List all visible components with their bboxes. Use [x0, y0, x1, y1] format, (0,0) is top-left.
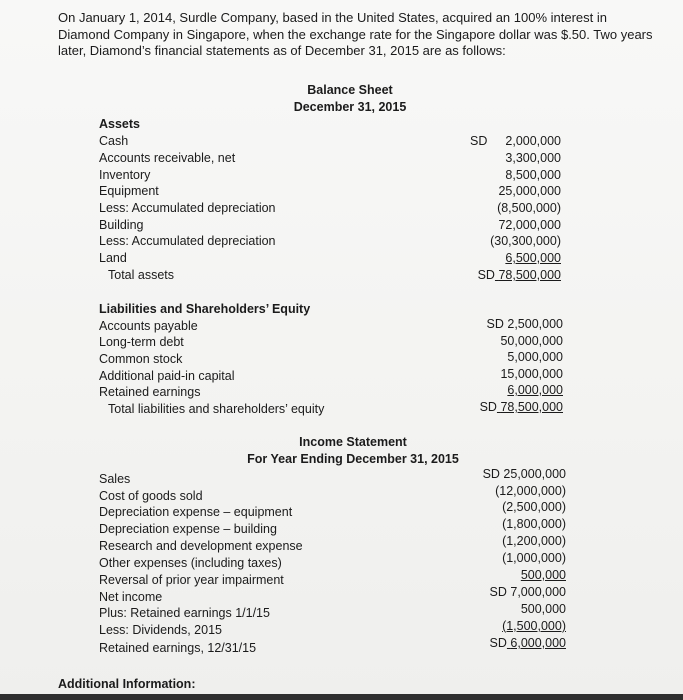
- liability-value: 15,000,000: [500, 367, 563, 381]
- income-label: Research and development expense: [99, 539, 303, 553]
- income-label: Depreciation expense – building: [99, 522, 277, 536]
- total-liabilities-label: Total liabilities and shareholders’ equity: [108, 402, 325, 416]
- income-label: Cost of goods sold: [99, 489, 203, 503]
- income-statement-period: For Year Ending December 31, 2015: [247, 452, 459, 466]
- total-assets-prefix: SD: [477, 268, 495, 282]
- liability-value: SD 2,500,000: [486, 317, 563, 331]
- retained-earnings-final-prefix: SD: [489, 636, 507, 650]
- total-assets-amount: 78,500,000: [498, 268, 561, 282]
- assets-heading: Assets: [99, 117, 140, 131]
- income-label: Depreciation expense – equipment: [99, 505, 293, 519]
- income-value: (1,500,000): [502, 619, 566, 633]
- additional-info-heading: Additional Information:: [58, 677, 196, 691]
- asset-value: (8,500,000): [497, 201, 561, 215]
- currency-label: SD: [470, 134, 488, 148]
- asset-label: Equipment: [99, 184, 159, 198]
- income-value: 500,000: [520, 568, 566, 582]
- income-value: (2,500,000): [502, 500, 566, 514]
- asset-label: Building: [99, 218, 144, 232]
- asset-label: Accounts receivable, net: [99, 151, 236, 165]
- asset-label: Land: [99, 251, 127, 265]
- liability-label: Common stock: [99, 352, 183, 366]
- liability-label: Accounts payable: [99, 319, 198, 333]
- asset-value: (30,300,000): [490, 234, 561, 248]
- liability-value: 5,000,000: [507, 350, 563, 364]
- total-assets-label: Total assets: [108, 268, 175, 282]
- total-liabilities-value: [480, 399, 563, 415]
- income-label: Other expenses (including taxes): [99, 556, 282, 570]
- income-statement-title: [238, 434, 468, 468]
- income-label: Net income: [99, 590, 163, 604]
- liability-label: Retained earnings: [99, 385, 201, 399]
- retained-earnings-final-amount: 6,000,000: [510, 636, 566, 650]
- total-assets-value: [478, 267, 561, 283]
- income-value: SD 7,000,000: [489, 585, 566, 599]
- liabilities-heading: Liabilities and Shareholders’ Equity: [99, 302, 311, 316]
- income-value: (12,000,000): [495, 484, 566, 498]
- asset-label: Less: Accumulated depreciation: [99, 234, 276, 248]
- liability-value: 50,000,000: [500, 334, 563, 348]
- asset-value: 6,500,000: [505, 251, 561, 265]
- income-value: (1,000,000): [502, 551, 566, 565]
- income-label: Sales: [99, 472, 131, 486]
- liability-label: Additional paid-in capital: [99, 369, 235, 383]
- income-value: 500,000: [520, 602, 566, 616]
- income-label: Retained earnings, 12/31/15: [99, 641, 257, 655]
- income-value: SD 25,000,000: [482, 467, 566, 481]
- asset-value: 2,000,000: [505, 134, 561, 148]
- total-liabilities-prefix: SD: [479, 400, 497, 414]
- asset-label: Less: Accumulated depreciation: [99, 201, 276, 215]
- income-value: (1,800,000): [502, 517, 566, 531]
- income-label: Plus: Retained earnings 1/1/15: [99, 606, 270, 620]
- liability-label: Long-term debt: [99, 335, 184, 349]
- asset-value: 3,300,000: [505, 151, 561, 165]
- income-statement-heading: Income Statement: [299, 435, 407, 449]
- balance-sheet-date: December 31, 2015: [293, 100, 407, 114]
- intro-paragraph: On January 1, 2014, Surdle Company, based in the United States, acquired an 100% interest in Diamond Company in Singapore, when the exchange rate for the Singapore dollar was $.50. Two years later, Diamond’s financial statements as of December 31, 2015 are as follows:: [58, 10, 653, 58]
- asset-label: Inventory: [99, 168, 151, 182]
- bottom-edge: [0, 694, 683, 700]
- liability-value: 6,000,000: [507, 383, 563, 397]
- total-liabilities-amount: 78,500,000: [500, 400, 563, 414]
- balance-sheet-title: [280, 82, 420, 116]
- asset-value: 72,000,000: [498, 218, 561, 232]
- income-label: Less: Dividends, 2015: [99, 623, 222, 637]
- asset-value: 25,000,000: [498, 184, 561, 198]
- retained-earnings-final-value: [490, 635, 566, 651]
- income-label: Reversal of prior year impairment: [99, 573, 284, 587]
- income-value: (1,200,000): [502, 534, 566, 548]
- asset-label: Cash: [99, 134, 129, 148]
- asset-value: 8,500,000: [505, 168, 561, 182]
- balance-sheet-heading: Balance Sheet: [307, 83, 393, 97]
